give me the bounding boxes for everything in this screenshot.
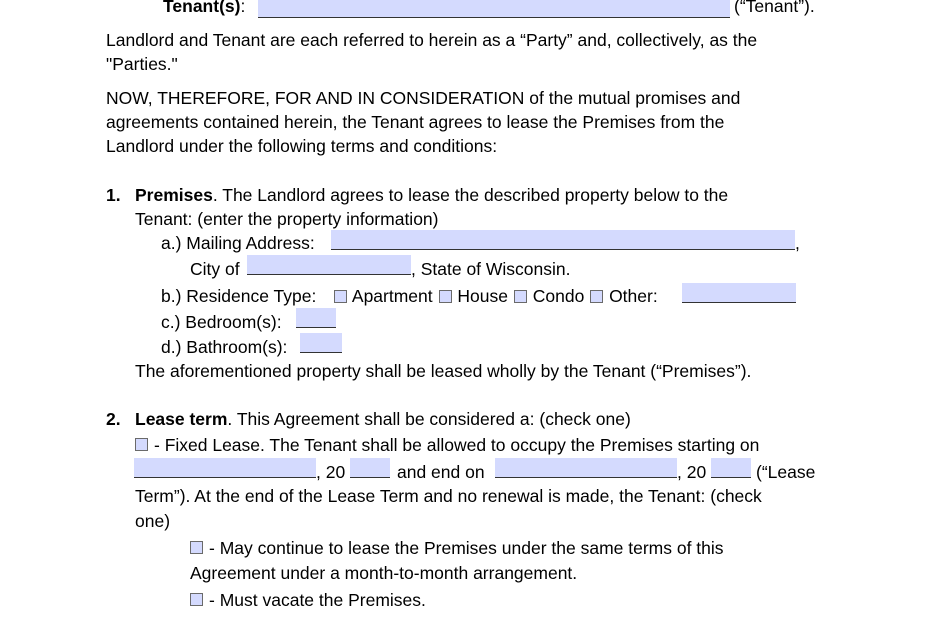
city-label: City of bbox=[190, 259, 240, 279]
section1-line2: Tenant: (enter the property information) bbox=[135, 209, 439, 229]
tenant-label-row bbox=[163, 0, 245, 17]
end-on-label: and end on bbox=[397, 462, 485, 482]
fixed-lease-text: - Fixed Lease. The Tenant shall be allowed to occupy the Premises starting on bbox=[154, 435, 760, 455]
city-field[interactable] bbox=[247, 255, 411, 275]
month-to-month-text-2: Agreement under a month-to-month arrangement. bbox=[190, 563, 578, 583]
bedrooms-label: c.) Bedroom(s): bbox=[161, 312, 282, 332]
bathrooms-label: d.) Bathroom(s): bbox=[161, 337, 288, 357]
section1-number: 1. bbox=[106, 185, 121, 205]
parties-line-1: Landlord and Tenant are each referred to herein as a “Party” and, collectively, as the bbox=[106, 30, 758, 50]
bathrooms-field[interactable] bbox=[300, 333, 342, 353]
section2-line4: Term”). At the end of the Lease Term and no renewal is made, the Tenant: (check bbox=[135, 486, 762, 506]
start-year-field[interactable] bbox=[350, 458, 390, 478]
premises-closing: The aforementioned property shall be leased wholly by the Tenant (“Premises”). bbox=[135, 361, 752, 381]
start-date-field[interactable] bbox=[134, 458, 316, 478]
other-label: Other: bbox=[609, 286, 658, 306]
fixed-lease-checkbox[interactable] bbox=[135, 438, 148, 451]
consideration-line-3: Landlord under the following terms and conditions: bbox=[106, 136, 498, 156]
condo-checkbox[interactable] bbox=[514, 290, 527, 303]
address-comma: , bbox=[795, 233, 800, 253]
house-checkbox[interactable] bbox=[439, 290, 452, 303]
section2-line5: one) bbox=[135, 511, 171, 531]
other-residence-field[interactable] bbox=[682, 283, 796, 303]
mailing-address-label: a.) Mailing Address: bbox=[161, 233, 315, 253]
section2-number: 2. bbox=[106, 409, 121, 429]
condo-label: Condo bbox=[532, 286, 585, 306]
must-vacate-text: - Must vacate the Premises. bbox=[209, 590, 426, 610]
colon: : bbox=[240, 0, 246, 16]
consideration-line-1: NOW, THEREFORE, FOR AND IN CONSIDERATION of the mutual promises and bbox=[106, 88, 741, 108]
tenant-name-field[interactable] bbox=[258, 0, 730, 18]
section2-line1: . This Agreement shall be considered a: (check one) bbox=[227, 409, 631, 429]
end-date-field[interactable] bbox=[495, 458, 677, 478]
house-label: House bbox=[457, 286, 508, 306]
tenant-suffix: (“Tenant”). bbox=[734, 0, 815, 16]
other-checkbox[interactable] bbox=[590, 290, 603, 303]
section1-heading bbox=[135, 184, 728, 206]
start-year-prefix: , 20 bbox=[316, 462, 346, 482]
apartment-checkbox[interactable] bbox=[334, 290, 347, 303]
residence-type-label: b.) Residence Type: bbox=[161, 286, 317, 306]
apartment-label: Apartment bbox=[351, 286, 433, 306]
consideration-line-2: agreements contained herein, the Tenant agrees to lease the Premises from the bbox=[106, 112, 725, 132]
section2-heading bbox=[135, 408, 631, 430]
month-to-month-text-1: - May continue to lease the Premises under the same terms of this bbox=[209, 538, 724, 558]
mailing-address-field[interactable] bbox=[331, 230, 795, 250]
end-year-field[interactable] bbox=[711, 458, 751, 478]
section2-title: Lease term bbox=[135, 409, 228, 429]
month-to-month-checkbox[interactable] bbox=[190, 541, 203, 554]
end-year-prefix: , 20 bbox=[677, 462, 707, 482]
section1-line1: . The Landlord agrees to lease the described property below to the bbox=[212, 185, 729, 205]
section1-title: Premises bbox=[135, 185, 213, 205]
tenant-label: Tenant(s) bbox=[163, 0, 241, 16]
parties-line-2: "Parties." bbox=[106, 54, 178, 74]
lease-term-open: (“Lease bbox=[756, 462, 816, 482]
residence-type-options bbox=[333, 285, 658, 307]
bedrooms-field[interactable] bbox=[296, 308, 336, 328]
state-text: , State of Wisconsin. bbox=[411, 259, 571, 279]
must-vacate-checkbox[interactable] bbox=[190, 593, 203, 606]
